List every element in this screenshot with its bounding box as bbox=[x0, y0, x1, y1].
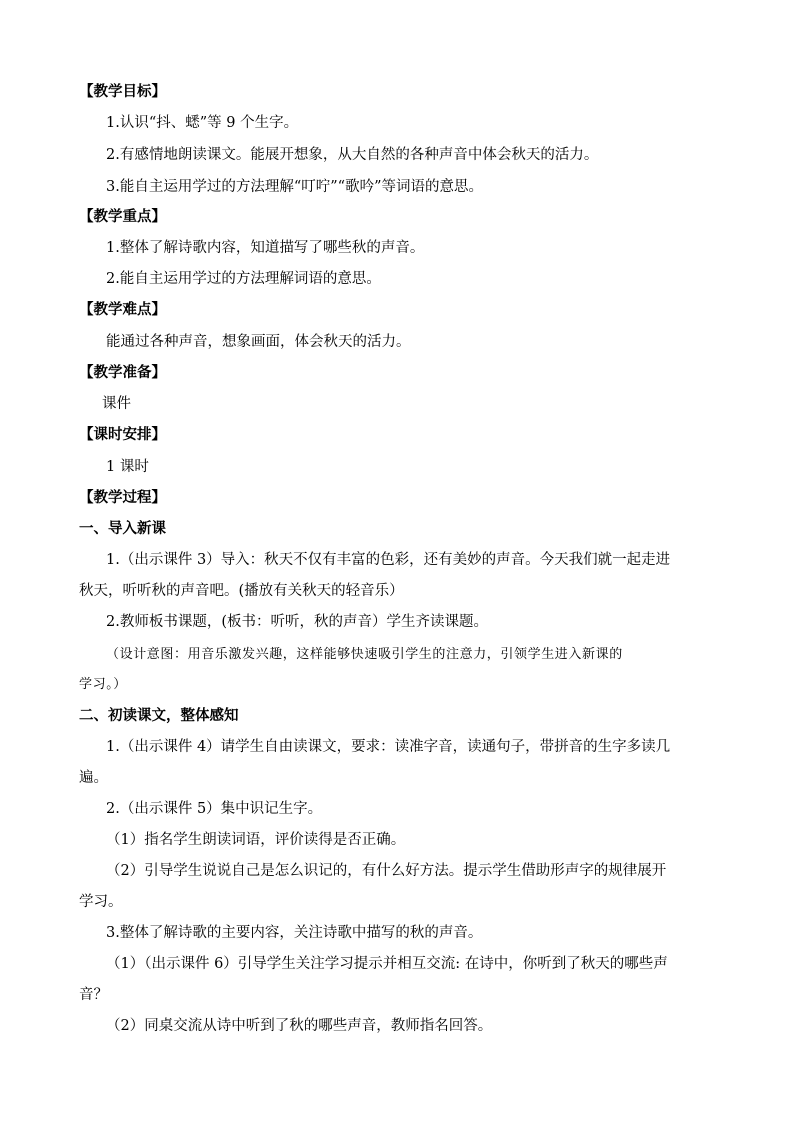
reading-step-2: 2.（出示课件 5）集中识记生字。 bbox=[106, 801, 323, 817]
key-point-2: 2.能自主运用学过的方法理解词语的意思。 bbox=[106, 271, 381, 287]
reading-step-1: 1.（出示课件 4）请学生自由读课文，要求：读准字音，读通句子，带拼音的生字多读几 bbox=[106, 739, 671, 755]
heading-teaching-goals: 【教学目标】 bbox=[79, 83, 166, 100]
reading-step-2-sub-2-cont: 学习。 bbox=[79, 894, 123, 910]
goal-item-3: 3.能自主运用学过的方法理解“叮咛”“歌吟”等词语的意思。 bbox=[106, 179, 483, 195]
heading-schedule: 【课时安排】 bbox=[79, 426, 166, 443]
design-intent-note-cont: 学习。） bbox=[79, 677, 127, 692]
section-reading-heading: 二、初读课文，整体感知 bbox=[79, 707, 239, 724]
reading-step-2-sub-1: （1）指名学生朗读词语，评价读得是否正确。 bbox=[106, 832, 406, 848]
intro-step-1-cont: 秋天，听听秋的声音吧。(播放有关秋天的轻音乐） bbox=[79, 583, 404, 599]
design-intent-note: （设计意图：用音乐激发兴趣，这样能够快速吸引学生的注意力，引领学生进入新课的 bbox=[106, 647, 623, 662]
reading-step-3: 3.整体了解诗歌的主要内容，关注诗歌中描写的秋的声音。 bbox=[106, 925, 483, 941]
key-point-1: 1.整体了解诗歌内容，知道描写了哪些秋的声音。 bbox=[106, 240, 425, 256]
heading-process: 【教学过程】 bbox=[79, 489, 166, 506]
intro-step-2: 2.教师板书课题，(板书：听听，秋的声音）学生齐读课题。 bbox=[106, 614, 488, 630]
reading-step-3-sub-2: （2）同桌交流从诗中听到了秋的哪些声音，教师指名回答。 bbox=[106, 1018, 493, 1034]
reading-step-1-cont: 遍。 bbox=[79, 770, 108, 786]
heading-difficulties: 【教学难点】 bbox=[79, 301, 166, 318]
reading-step-3-sub-1: （1）（出示课件 6）引导学生关注学习提示并相互交流: 在诗中，你听到了秋天的哪些声 bbox=[106, 956, 668, 972]
section-intro-heading: 一、导入新课 bbox=[79, 520, 166, 537]
intro-step-1: 1.（出示课件 3）导入：秋天不仅有丰富的色彩，还有美妙的声音。今天我们就一起走进 bbox=[106, 552, 671, 568]
difficulty-text: 能通过各种声音，想象画面，体会秋天的活力。 bbox=[106, 334, 411, 350]
heading-key-points: 【教学重点】 bbox=[79, 208, 166, 225]
reading-step-3-sub-1-cont: 音？ bbox=[79, 987, 108, 1003]
preparation-text: 课件 bbox=[102, 396, 131, 412]
goal-item-2: 2.有感情地朗读课文。能展开想象，从大自然的各种声音中体会秋天的活力。 bbox=[106, 147, 599, 163]
schedule-text: 1 课时 bbox=[106, 459, 149, 475]
reading-step-2-sub-2: （2）引导学生说说自己是怎么识记的，有什么好方法。提示学生借助形声字的规律展开 bbox=[106, 863, 667, 879]
heading-preparation: 【教学准备】 bbox=[79, 364, 166, 381]
goal-item-1: 1.认识“抖、蟋”等 9 个生字。 bbox=[106, 115, 299, 131]
